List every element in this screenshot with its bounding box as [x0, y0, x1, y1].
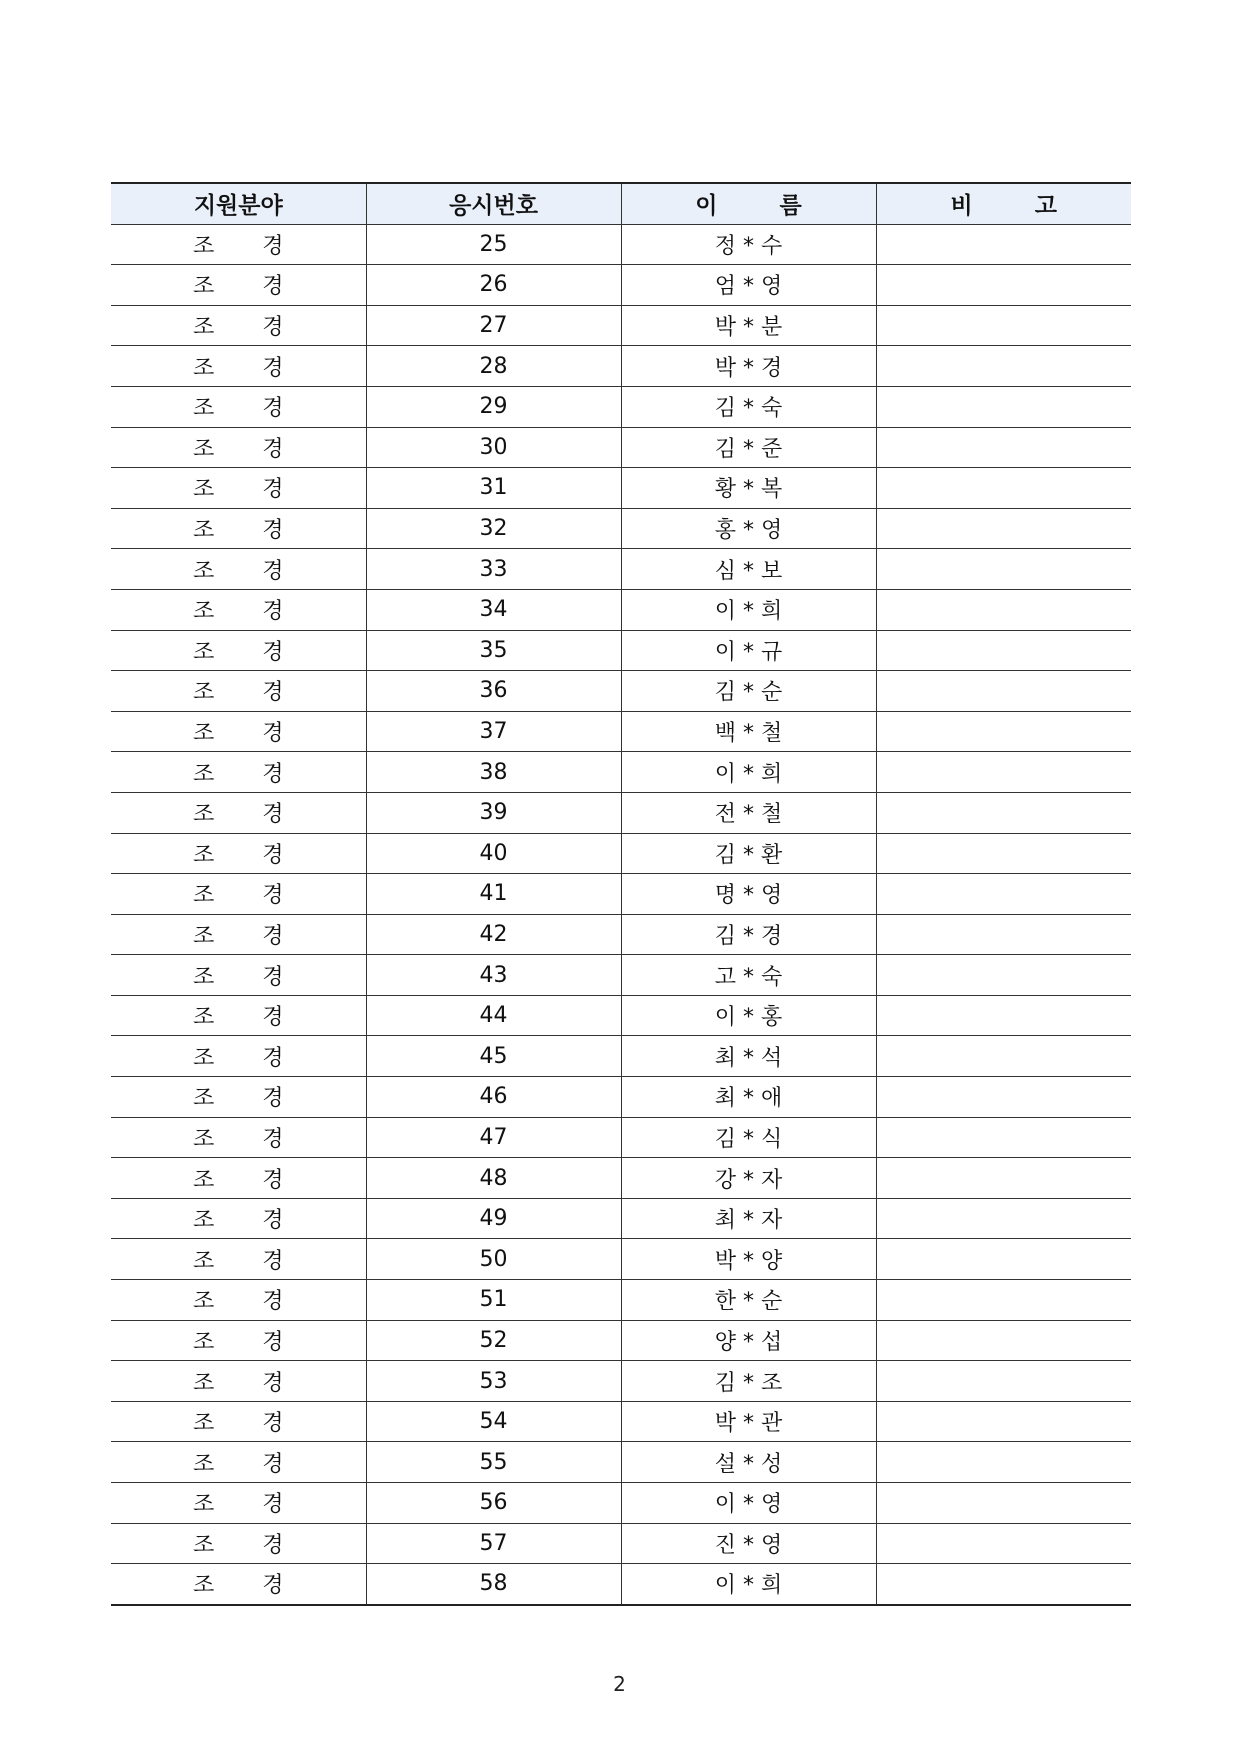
- cell-field-part-2: 경: [262, 518, 284, 544]
- cell-field: [111, 468, 366, 509]
- cell-field: [111, 549, 366, 590]
- cell-field-part-2: 경: [262, 1167, 284, 1193]
- cell-name: 백 * 철: [621, 711, 876, 752]
- cell-note: [876, 955, 1131, 996]
- cell-field: [111, 1077, 366, 1118]
- cell-name: 이 * 홍: [621, 995, 876, 1036]
- table-row: [111, 265, 1131, 306]
- cell-field: [111, 1117, 366, 1158]
- cell-exam-number: 35: [366, 630, 621, 671]
- cell-name: 김 * 준: [621, 427, 876, 468]
- cell-field: [111, 589, 366, 630]
- cell-field: [111, 1442, 366, 1483]
- cell-note: [876, 1401, 1131, 1442]
- cell-field-part-2: 경: [262, 1370, 284, 1396]
- cell-exam-number: 50: [366, 1239, 621, 1280]
- cell-field-part-2: 경: [262, 1086, 284, 1112]
- cell-field-part-1: 조: [192, 1126, 215, 1152]
- cell-field-part-2: 경: [262, 1126, 284, 1152]
- cell-note: [876, 346, 1131, 387]
- cell-note: [876, 1117, 1131, 1158]
- cell-name: 김 * 환: [621, 833, 876, 874]
- table-row: [111, 752, 1131, 793]
- cell-name: 설 * 성: [621, 1442, 876, 1483]
- table-row: [111, 792, 1131, 833]
- cell-field-part-2: 경: [262, 558, 284, 584]
- cell-field: [111, 1401, 366, 1442]
- cell-field: [111, 711, 366, 752]
- table-row: [111, 1280, 1131, 1321]
- header-note-part-1: 비: [950, 193, 973, 220]
- cell-note: [876, 671, 1131, 712]
- cell-field-part-2: 경: [262, 964, 284, 990]
- cell-field-part-1: 조: [192, 923, 215, 949]
- cell-field-part-2: 경: [262, 1492, 284, 1518]
- cell-exam-number: 29: [366, 386, 621, 427]
- cell-name: 이 * 영: [621, 1483, 876, 1524]
- table-header-row: [111, 183, 1131, 224]
- cell-note: [876, 752, 1131, 793]
- cell-note: [876, 874, 1131, 915]
- cell-note: [876, 549, 1131, 590]
- cell-name: 김 * 숙: [621, 386, 876, 427]
- cell-note: [876, 1239, 1131, 1280]
- cell-field: [111, 1239, 366, 1280]
- cell-field-part-1: 조: [192, 1005, 215, 1031]
- cell-note: [876, 914, 1131, 955]
- cell-name: 박 * 분: [621, 305, 876, 346]
- table-row: [111, 427, 1131, 468]
- cell-exam-number: 27: [366, 305, 621, 346]
- cell-note: [876, 1483, 1131, 1524]
- cell-exam-number: 47: [366, 1117, 621, 1158]
- cell-exam-number: 38: [366, 752, 621, 793]
- table-row: [111, 549, 1131, 590]
- table-row: [111, 1239, 1131, 1280]
- cell-name: 이 * 규: [621, 630, 876, 671]
- cell-note: [876, 386, 1131, 427]
- header-exam-number: 응시번호: [366, 183, 621, 224]
- cell-note: [876, 1442, 1131, 1483]
- cell-field-part-2: 경: [262, 355, 284, 381]
- cell-exam-number: 42: [366, 914, 621, 955]
- table-row: [111, 630, 1131, 671]
- cell-field-part-1: 조: [192, 436, 215, 462]
- cell-name: 이 * 희: [621, 1564, 876, 1605]
- cell-field-part-1: 조: [192, 1573, 215, 1599]
- cell-field-part-1: 조: [192, 1208, 215, 1234]
- cell-field-part-2: 경: [262, 721, 284, 747]
- cell-field-part-2: 경: [262, 883, 284, 909]
- table-row: [111, 224, 1131, 265]
- cell-field-part-1: 조: [192, 639, 215, 665]
- cell-name: 양 * 섭: [621, 1320, 876, 1361]
- cell-note: [876, 508, 1131, 549]
- cell-name: 황 * 복: [621, 468, 876, 509]
- cell-field: [111, 1361, 366, 1402]
- cell-field-part-1: 조: [192, 802, 215, 828]
- cell-exam-number: 40: [366, 833, 621, 874]
- table-row: [111, 508, 1131, 549]
- table-row: [111, 1077, 1131, 1118]
- applicant-table: [111, 182, 1131, 1606]
- cell-note: [876, 1036, 1131, 1077]
- header-name-part-1: 이: [695, 193, 718, 220]
- header-note-part-2: 고: [1034, 193, 1057, 220]
- table-row: [111, 711, 1131, 752]
- table-row: [111, 1523, 1131, 1564]
- cell-note: [876, 427, 1131, 468]
- cell-exam-number: 54: [366, 1401, 621, 1442]
- cell-field: [111, 1320, 366, 1361]
- table-row: [111, 1198, 1131, 1239]
- cell-note: [876, 630, 1131, 671]
- cell-name: 고 * 숙: [621, 955, 876, 996]
- header-name: [621, 183, 876, 224]
- cell-field: [111, 995, 366, 1036]
- cell-field-part-1: 조: [192, 1167, 215, 1193]
- cell-field-part-2: 경: [262, 477, 284, 503]
- cell-field-part-2: 경: [262, 436, 284, 462]
- cell-field-part-2: 경: [262, 680, 284, 706]
- cell-name: 김 * 조: [621, 1361, 876, 1402]
- cell-field: [111, 1198, 366, 1239]
- cell-name: 한 * 순: [621, 1280, 876, 1321]
- cell-field: [111, 792, 366, 833]
- table-row: [111, 1158, 1131, 1199]
- cell-field-part-1: 조: [192, 599, 215, 625]
- cell-exam-number: 31: [366, 468, 621, 509]
- cell-field-part-2: 경: [262, 639, 284, 665]
- cell-exam-number: 52: [366, 1320, 621, 1361]
- header-note: [876, 183, 1131, 224]
- cell-field: [111, 1523, 366, 1564]
- cell-field: [111, 305, 366, 346]
- cell-note: [876, 792, 1131, 833]
- cell-name: 전 * 철: [621, 792, 876, 833]
- cell-field: [111, 224, 366, 265]
- cell-note: [876, 265, 1131, 306]
- cell-field-part-2: 경: [262, 923, 284, 949]
- cell-field-part-2: 경: [262, 1005, 284, 1031]
- cell-exam-number: 46: [366, 1077, 621, 1118]
- cell-field: [111, 874, 366, 915]
- table-row: [111, 914, 1131, 955]
- table-row: [111, 955, 1131, 996]
- cell-name: 정 * 수: [621, 224, 876, 265]
- cell-name: 박 * 경: [621, 346, 876, 387]
- cell-field-part-1: 조: [192, 396, 215, 422]
- cell-field-part-1: 조: [192, 1329, 215, 1355]
- cell-field-part-1: 조: [192, 1045, 215, 1071]
- table-row: [111, 1117, 1131, 1158]
- cell-note: [876, 1158, 1131, 1199]
- cell-note: [876, 224, 1131, 265]
- cell-field-part-1: 조: [192, 1370, 215, 1396]
- cell-field-part-2: 경: [262, 233, 284, 259]
- cell-exam-number: 30: [366, 427, 621, 468]
- cell-exam-number: 55: [366, 1442, 621, 1483]
- cell-exam-number: 49: [366, 1198, 621, 1239]
- cell-field: [111, 752, 366, 793]
- cell-name: 엄 * 영: [621, 265, 876, 306]
- cell-note: [876, 1320, 1131, 1361]
- cell-name: 진 * 영: [621, 1523, 876, 1564]
- cell-name: 강 * 자: [621, 1158, 876, 1199]
- cell-name: 박 * 양: [621, 1239, 876, 1280]
- cell-exam-number: 33: [366, 549, 621, 590]
- cell-field-part-1: 조: [192, 964, 215, 990]
- table-row: [111, 1036, 1131, 1077]
- cell-field-part-1: 조: [192, 1289, 215, 1315]
- page-number: 2: [613, 1672, 626, 1696]
- cell-name: 김 * 경: [621, 914, 876, 955]
- cell-field-part-2: 경: [262, 1411, 284, 1437]
- cell-note: [876, 1198, 1131, 1239]
- cell-exam-number: 39: [366, 792, 621, 833]
- table-row: [111, 833, 1131, 874]
- cell-note: [876, 1077, 1131, 1118]
- cell-exam-number: 26: [366, 265, 621, 306]
- cell-field-part-2: 경: [262, 1573, 284, 1599]
- cell-field: [111, 671, 366, 712]
- cell-field-part-1: 조: [192, 233, 215, 259]
- table-row: [111, 995, 1131, 1036]
- cell-note: [876, 589, 1131, 630]
- cell-field-part-2: 경: [262, 842, 284, 868]
- cell-name: 이 * 희: [621, 589, 876, 630]
- cell-field-part-1: 조: [192, 518, 215, 544]
- cell-field-part-2: 경: [262, 1289, 284, 1315]
- cell-field: [111, 427, 366, 468]
- cell-note: [876, 711, 1131, 752]
- cell-field-part-1: 조: [192, 761, 215, 787]
- cell-field-part-1: 조: [192, 558, 215, 584]
- cell-field: [111, 914, 366, 955]
- cell-field-part-2: 경: [262, 396, 284, 422]
- table-row: [111, 671, 1131, 712]
- cell-exam-number: 41: [366, 874, 621, 915]
- cell-note: [876, 1523, 1131, 1564]
- cell-note: [876, 305, 1131, 346]
- cell-name: 명 * 영: [621, 874, 876, 915]
- cell-exam-number: 48: [366, 1158, 621, 1199]
- cell-exam-number: 36: [366, 671, 621, 712]
- cell-field-part-1: 조: [192, 1086, 215, 1112]
- cell-exam-number: 25: [366, 224, 621, 265]
- cell-field-part-1: 조: [192, 721, 215, 747]
- cell-note: [876, 468, 1131, 509]
- cell-exam-number: 37: [366, 711, 621, 752]
- cell-field-part-1: 조: [192, 274, 215, 300]
- cell-field-part-1: 조: [192, 477, 215, 503]
- cell-field: [111, 1564, 366, 1605]
- cell-exam-number: 56: [366, 1483, 621, 1524]
- cell-name: 김 * 순: [621, 671, 876, 712]
- cell-name: 홍 * 영: [621, 508, 876, 549]
- cell-name: 김 * 식: [621, 1117, 876, 1158]
- cell-note: [876, 1361, 1131, 1402]
- cell-field: [111, 833, 366, 874]
- cell-exam-number: 34: [366, 589, 621, 630]
- table-row: [111, 1442, 1131, 1483]
- cell-note: [876, 995, 1131, 1036]
- cell-exam-number: 53: [366, 1361, 621, 1402]
- cell-exam-number: 44: [366, 995, 621, 1036]
- cell-name: 심 * 보: [621, 549, 876, 590]
- cell-field-part-1: 조: [192, 315, 215, 341]
- cell-exam-number: 58: [366, 1564, 621, 1605]
- cell-field: [111, 1158, 366, 1199]
- table-row: [111, 1483, 1131, 1524]
- cell-exam-number: 32: [366, 508, 621, 549]
- cell-exam-number: 51: [366, 1280, 621, 1321]
- cell-field: [111, 386, 366, 427]
- cell-exam-number: 43: [366, 955, 621, 996]
- table-row: [111, 1401, 1131, 1442]
- cell-field-part-2: 경: [262, 761, 284, 787]
- cell-field: [111, 1036, 366, 1077]
- cell-name: 최 * 애: [621, 1077, 876, 1118]
- cell-field-part-1: 조: [192, 1248, 215, 1274]
- cell-note: [876, 1564, 1131, 1605]
- table-body: [111, 224, 1131, 1605]
- cell-field-part-2: 경: [262, 1045, 284, 1071]
- cell-field-part-1: 조: [192, 1411, 215, 1437]
- cell-field: [111, 265, 366, 306]
- cell-field-part-2: 경: [262, 1451, 284, 1477]
- cell-field-part-2: 경: [262, 315, 284, 341]
- cell-note: [876, 833, 1131, 874]
- cell-name: 최 * 석: [621, 1036, 876, 1077]
- cell-field: [111, 508, 366, 549]
- cell-name: 이 * 희: [621, 752, 876, 793]
- cell-field-part-2: 경: [262, 599, 284, 625]
- cell-field: [111, 630, 366, 671]
- table-row: [111, 1564, 1131, 1605]
- cell-field-part-2: 경: [262, 1208, 284, 1234]
- cell-exam-number: 45: [366, 1036, 621, 1077]
- cell-field-part-2: 경: [262, 1329, 284, 1355]
- cell-field-part-2: 경: [262, 274, 284, 300]
- cell-field-part-2: 경: [262, 1532, 284, 1558]
- header-name-part-2: 름: [779, 193, 802, 220]
- table-row: [111, 1320, 1131, 1361]
- cell-name: 박 * 관: [621, 1401, 876, 1442]
- cell-note: [876, 1280, 1131, 1321]
- table-row: [111, 874, 1131, 915]
- cell-exam-number: 28: [366, 346, 621, 387]
- cell-field: [111, 346, 366, 387]
- cell-field-part-1: 조: [192, 680, 215, 706]
- cell-field-part-1: 조: [192, 1451, 215, 1477]
- cell-field-part-1: 조: [192, 1492, 215, 1518]
- header-field: 지원분야: [111, 183, 366, 224]
- cell-name: 최 * 자: [621, 1198, 876, 1239]
- table-row: [111, 386, 1131, 427]
- cell-field: [111, 955, 366, 996]
- cell-field-part-2: 경: [262, 802, 284, 828]
- cell-field-part-1: 조: [192, 883, 215, 909]
- table-row: [111, 305, 1131, 346]
- cell-field-part-1: 조: [192, 842, 215, 868]
- table-row: [111, 346, 1131, 387]
- cell-exam-number: 57: [366, 1523, 621, 1564]
- cell-field-part-2: 경: [262, 1248, 284, 1274]
- cell-field: [111, 1483, 366, 1524]
- cell-field-part-1: 조: [192, 355, 215, 381]
- table-row: [111, 468, 1131, 509]
- table-row: [111, 1361, 1131, 1402]
- table-row: [111, 589, 1131, 630]
- cell-field-part-1: 조: [192, 1532, 215, 1558]
- cell-field: [111, 1280, 366, 1321]
